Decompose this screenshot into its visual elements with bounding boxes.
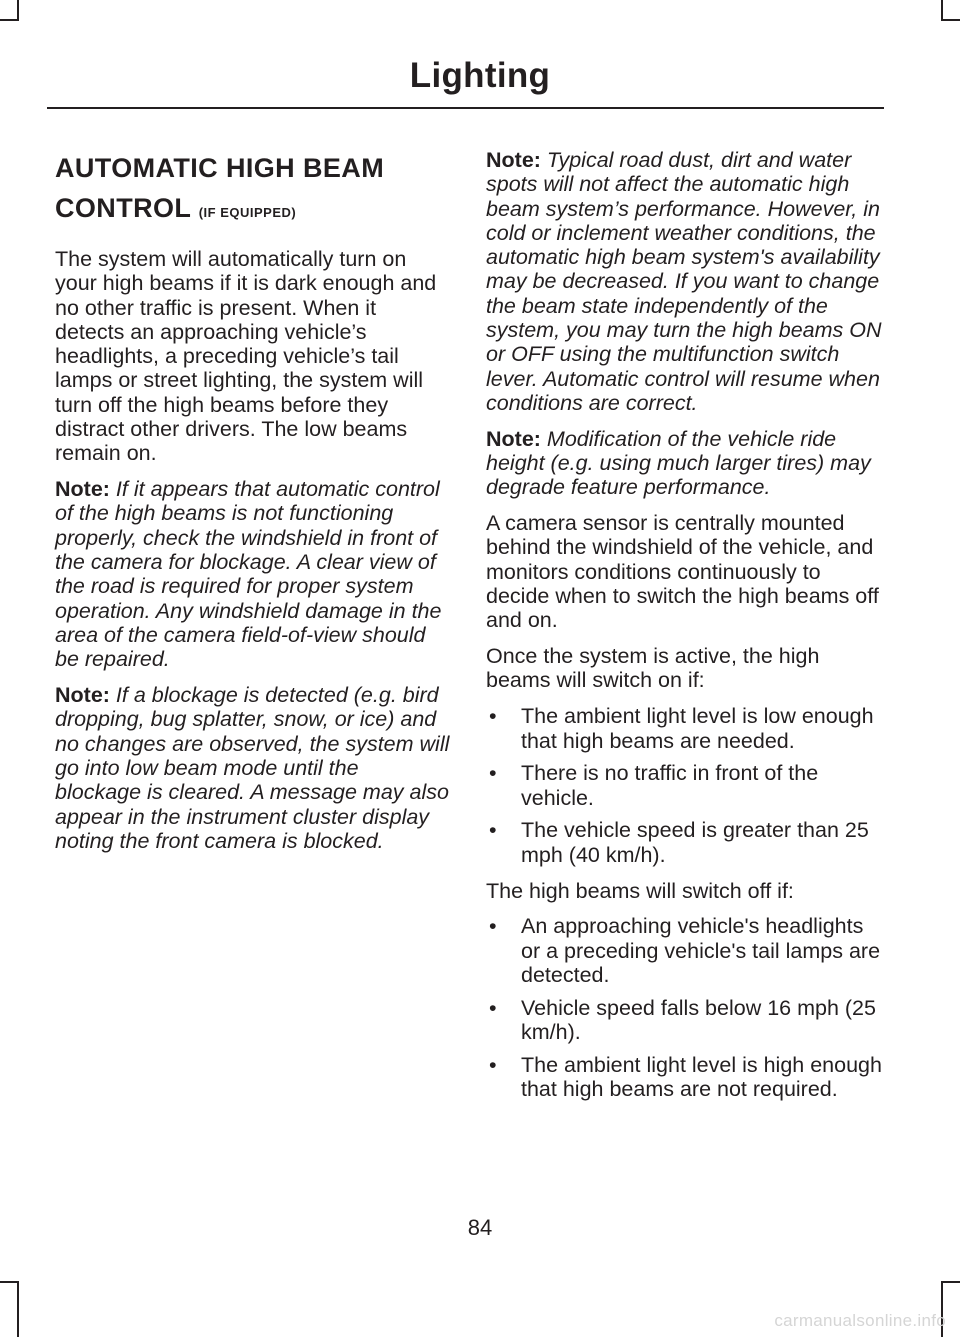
note-text: Typical road dust, dirt and water spots will not affect the automatic high beam system’s performance. However, in cold or inclement weather conditions, the automatic high beam system's availability may be decreased. If you want to change the beam state independently of the system, you may turn the high beams ON or OFF using the multifunction switch lever. Automatic control will resume when conditions are correct. [486,148,882,415]
switch-on-list [486,704,884,867]
bullet-glyph: • [489,1052,497,1077]
list-item-text: The ambient light level is high enough that high beams are not required. [521,1052,882,1102]
right-column [486,148,884,1113]
list-item-text: The ambient light level is low enough that high beams are needed. [521,704,874,753]
list-item [486,818,884,867]
crop-mark [17,0,19,20]
note-paragraph [55,477,450,671]
camera-paragraph: A camera sensor is centrally mounted behind the windshield of the vehicle, and monitors conditions continuously to decide when to switch the high beams off and on. [486,511,879,633]
note-text: If it appears that automatic control of the high beams is not functioning properly, check the windshield in front of the camera for blockage. A clear view of the road is required for proper system operation. Any windshield damage in the area of the camera field-of-view should be repaired. [55,477,442,672]
crop-mark [17,1281,19,1337]
note-label: Note: [55,477,110,502]
list-item-text: An approaching vehicle's headlights or a preceding vehicle's tail lamps are detected. [521,914,881,987]
left-column [55,148,450,865]
list-item-text: There is no traffic in front of the vehicle. [521,761,819,810]
note-label: Note: [486,148,541,172]
list-item [486,1053,884,1102]
section-qualifier: (IF EQUIPPED) [198,205,297,220]
note-paragraph [486,148,884,415]
list-item-text: Vehicle speed falls below 16 mph (25 km/h). [521,995,876,1044]
page-header-title: Lighting [409,56,551,95]
bullet-glyph: • [489,704,497,729]
note-label: Note: [55,683,110,708]
crop-mark [941,1281,960,1283]
switch-off-list [486,914,884,1101]
section-title-text: AUTOMATIC HIGH BEAM CONTROL [55,153,385,223]
bullet-glyph: • [489,818,497,843]
list-item [486,914,884,987]
list-item [486,996,884,1045]
crop-mark [0,19,19,21]
note-label: Note: [486,426,541,451]
section-title [55,148,450,233]
note-paragraph [55,683,450,853]
crop-mark [941,0,943,20]
header-divider [47,107,884,109]
list-item [486,704,884,753]
note-text: If a blockage is detected (e.g. bird dropping, bug splatter, snow, or ice) and no changes are observed, the system will go into low beam mode until the blockage is cleared. A message may also appear in the instrument cluster display noting the front camera is blocked. [55,683,450,853]
note-paragraph [486,427,884,500]
crop-mark [941,19,960,21]
switch-off-intro: The high beams will switch off if: [486,878,794,903]
intro-paragraph: The system will automatically turn on your high beams if it is dark enough and no other traffic is present. When it detects an approaching vehicle’s headlights, a preceding vehicle’s tail lamps or street lighting, the system will turn off the high beams before they distract other drivers. The low beams remain on. [55,247,437,466]
note-text: Modification of the vehicle ride height (e.g. using much larger tires) may degrade feature performance. [486,426,871,500]
list-item-text: The vehicle speed is greater than 25 mph (40 km/h). [521,818,869,867]
bullet-glyph: • [489,914,497,939]
watermark: carmanualsonline.info [774,1311,946,1330]
bullet-glyph: • [489,761,497,786]
switch-on-intro: Once the system is active, the high beams will switch on if: [486,644,820,693]
list-item [486,761,884,810]
bullet-glyph: • [489,995,497,1020]
page-number: 84 [467,1215,493,1240]
